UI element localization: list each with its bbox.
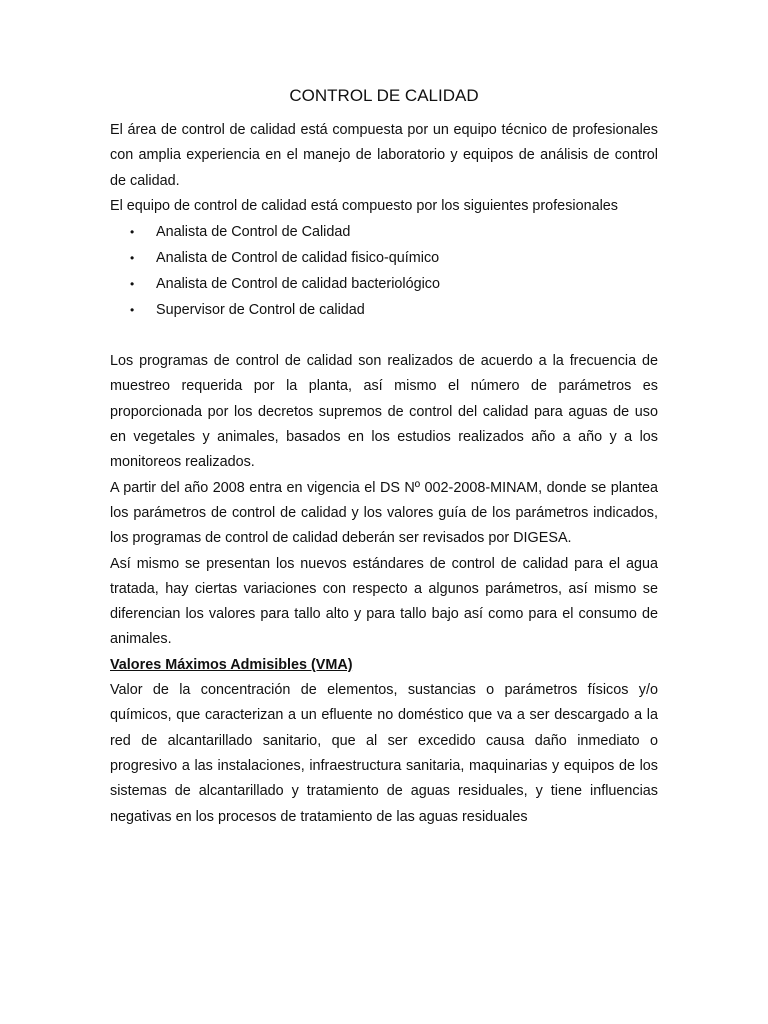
bullet-icon: • bbox=[130, 251, 135, 266]
bullet-icon: • bbox=[130, 277, 135, 292]
vma-heading: Valores Máximos Admisibles (VMA) bbox=[110, 656, 353, 673]
intro-paragraph-1: El área de control de calidad está compuesta por un equipo técnico de profesionales con amplia experiencia en el manejo de laboratorio y equipos de análisis de control de calidad. bbox=[110, 122, 658, 189]
paragraph-spacer bbox=[110, 323, 658, 349]
document-page bbox=[110, 84, 658, 830]
list-item-text: Supervisor de Control de calidad bbox=[156, 302, 365, 319]
document-title: CONTROL DE CALIDAD bbox=[289, 86, 479, 105]
bullet-icon: • bbox=[130, 225, 135, 240]
professionals-list bbox=[110, 219, 658, 323]
list-item bbox=[110, 219, 658, 245]
list-item-text: Analista de Control de Calidad bbox=[156, 224, 351, 241]
body-paragraph-2: A partir del año 2008 entra en vigencia el DS Nº 002-2008-MINAM, donde se plantea los parámetros de control de calidad y los valores guía de los parámetros indicados, los programas de control de calidad deberán ser revisados por DIGESA. bbox=[110, 479, 658, 547]
bullet-icon: • bbox=[130, 303, 135, 318]
list-item-text: Analista de Control de calidad fisico-químico bbox=[156, 250, 440, 267]
list-item bbox=[110, 245, 658, 271]
intro-paragraph-2: El equipo de control de calidad está compuesto por los siguientes profesionales bbox=[110, 197, 618, 214]
list-item bbox=[110, 271, 658, 297]
body-paragraph-3: Así mismo se presentan los nuevos estándares de control de calidad para el agua tratada, hay ciertas variaciones con respecto a algunos parámetros, así mismo se diferencian los valores para tallo alto y para tallo bajo así como para el consumo de animales. bbox=[110, 555, 658, 648]
list-item bbox=[110, 297, 658, 323]
vma-paragraph: Valor de la concentración de elementos, sustancias o parámetros físicos y/o químicos, que caracterizan a un efluente no doméstico que va a ser descargado a la red de alcantarillado sanitario, que al ser excedido causa daño inmediato o progresivo a las instalaciones, infraestructura sanitaria, maquinarias y equipos de los sistemas de alcantarillado y tratamiento de aguas residuales, y tiene influencias negativas en los procesos de tratamiento de las aguas residuales bbox=[110, 682, 658, 825]
body-paragraph-1: Los programas de control de calidad son realizados de acuerdo a la frecuencia de muestreo requerida por la planta, así mismo el número de parámetros es proporcionada por los decretos supremos de control del calidad para aguas de uso en vegetales y animales, basados en los estudios realizados año a año y a los monitoreos realizados. bbox=[110, 353, 658, 471]
list-item-text: Analista de Control de calidad bacteriológico bbox=[156, 276, 440, 293]
